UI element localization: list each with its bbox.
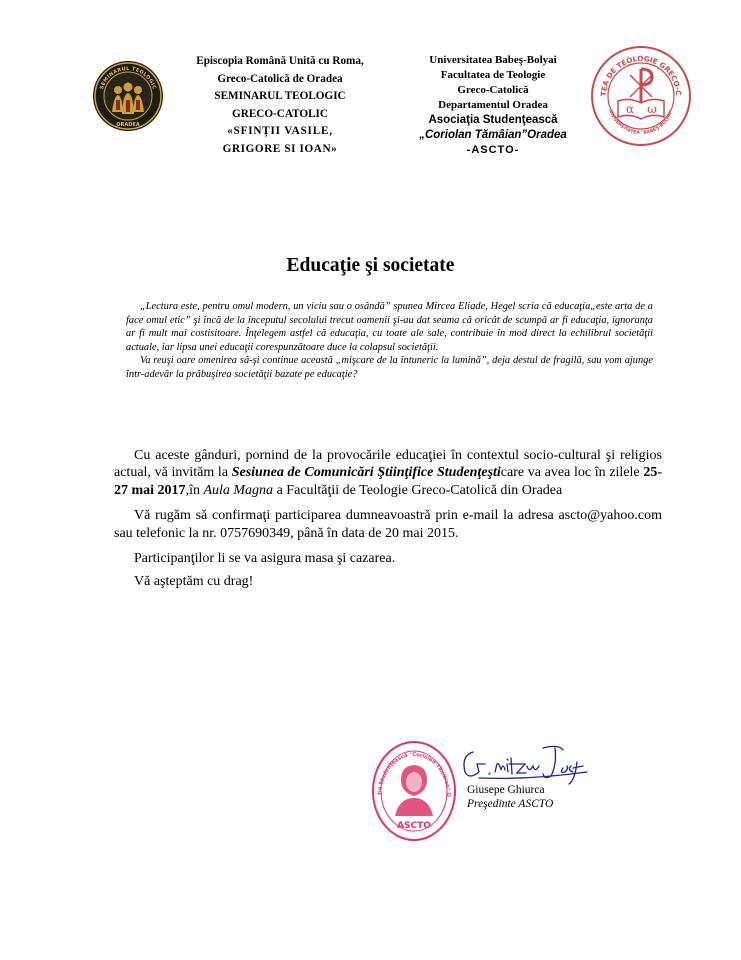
university-header — [398, 53, 588, 158]
page-title: Educaţie şi societate — [286, 255, 455, 276]
logo-bottom-text: UNIVERSITATEA "BABEŞ-BOLYAI" — [607, 109, 675, 137]
handwritten-signature — [459, 742, 599, 786]
header-mid-line: Asociaţia Studenţească — [428, 114, 558, 126]
intro-paragraph: „Lectura este, pentru omul modern, un viciu sau o osândă” spunea Mircea Eliade, Hegel scria că educaţia„este arta de a face omul etic” şi încă de la începutul secolului trecut oamenii şi-au dat seama că oricât de scumpă ar fi educaţia, ignoranţa ar fi mult mai costisitoare. Înţelegem astfel că educaţia, cu toate ale sale, contribuie în mod direct la echilibrul societăţii actuale, iar lipsa unei educaţii corespunzătoare duce la colapsul societăţii. — [126, 301, 653, 353]
event-dates: 25-27 mai 2017 — [114, 465, 662, 498]
text-run: Cu aceste gânduri, pornind de la provocările educaţiei în contextul socio-cultural şi religios actual, vă invităm la — [114, 448, 662, 481]
header-mid-line: Departamentul Oradea — [438, 99, 548, 111]
signatory-name: Giusepe Ghiurca — [467, 784, 545, 796]
header-mid-line: Greco-Catolică — [457, 84, 529, 96]
confirmation-paragraph: Vă rugăm să confirmaţi participarea dumneavoastră prin e-mail la adresa ascto@yahoo.com sau telefonic la nr. 0757690349, până în data de 20 mai 2015. — [114, 508, 662, 541]
header-mid-line: -ASCTO- — [466, 144, 520, 156]
svg-text:ω: ω — [647, 102, 657, 116]
header-mid-line: „Coriolan Tămâian”Oradea — [419, 129, 567, 141]
text-run: ,în — [185, 482, 204, 498]
intro-section — [126, 300, 653, 381]
header-left-line: Episcopia Română Unită cu Roma, — [196, 55, 364, 67]
invitation-paragraph — [114, 447, 662, 499]
signatory-role: Preşedinte ASCTO — [467, 798, 554, 810]
seminary-header — [170, 53, 390, 159]
svg-text:α: α — [625, 102, 635, 116]
header-left-line: GRECO-CATOLIC — [232, 107, 328, 120]
closing-paragraph: Vă aşteptăm cu drag! — [134, 574, 254, 590]
accommodation-paragraph: Participanţilor li se va asigura masa şi cazarea. — [134, 551, 396, 567]
header-left-line: SEMINARUL TEOLOGIC — [214, 90, 346, 103]
event-place: Aula Magna — [203, 482, 274, 498]
header-left-line: Greco-Catolică de Oradea — [217, 72, 343, 85]
text-run: a Facultăţii de Teologie Greco-Catolică din Oradea — [273, 482, 563, 498]
header-left-line: «SFINŢII VASILE, — [227, 125, 333, 138]
stamp-ring-text: ţia Studenţească "Coriolan Tămâian" O — [377, 751, 452, 797]
stamp-label: ASCTO — [397, 821, 431, 831]
header-mid-line: Facultatea de Teologie — [440, 69, 546, 81]
seal-bottom-text: ORADEA — [116, 122, 140, 128]
intro-paragraph: Va reuşi oare omenirea să-şi continue această „mişcare de la întuneric la lumină”, deja destul de fragilă, sau vom ajunge într-adevăr la prăbuşirea societăţii bazate pe educaţie? — [126, 355, 653, 380]
header-mid-line: Universitatea Babeş-Bolyai — [429, 54, 557, 66]
logo-ring-text: TEA DE TEOLOGIE GRECO-C — [598, 53, 684, 97]
ascto-stamp — [371, 740, 457, 842]
header-left-line: GRIGORE SI IOAN» — [222, 142, 338, 155]
seal-ring-text: SEMINARUL TEOLOGIC — [98, 65, 158, 91]
invitation-body — [114, 447, 662, 599]
event-name: Sesiunea de Comunicări Ştiinţifice Studenţeşti — [231, 465, 501, 481]
faculty-logo — [590, 45, 692, 147]
seminary-seal — [92, 60, 164, 132]
text-run: care va avea loc în zilele — [500, 465, 644, 481]
